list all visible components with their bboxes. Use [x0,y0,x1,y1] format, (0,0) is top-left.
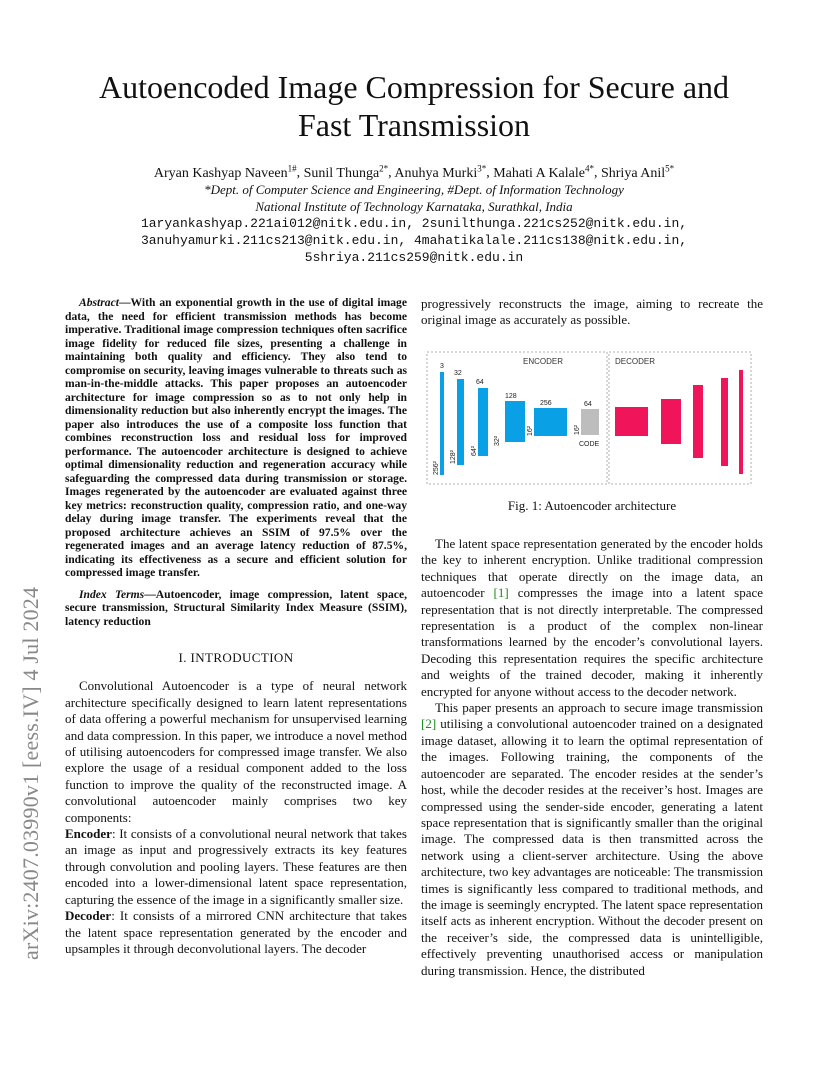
autoencoder-figure [421,348,763,488]
encoder-label: ENCODER [523,357,564,366]
encoder-channel-label: 128 [505,393,517,400]
email-line-1: 1aryankashyap.221ai012@nitk.edu.in, 2sunilthunga.221cs252@nitk.edu.in, [140,216,688,231]
encoder-size-label: 32² [494,435,501,446]
affiliation-line-1: *Dept. of Computer Science and Engineering, #Dept. of Information Technology [204,182,624,197]
intro-paragraph-1: Convolutional Autoencoder is a type of neural network architecture specifically designed to learn latent representations of data offering a powerful mechanism for unsupervised learning and data compression. In this paper, we introduce a novel method of utilising autoencoders for compressed image transfer. We also explore the usage of a residual component added to the loss function to improve the quality of the reconstructed image. A convolutional autoencoder mainly comprises two key components: [65,678,407,825]
encoder-layer-bar [534,408,567,436]
affiliation-line-2: National Institute of Technology Karnataka, Surathkal, India [255,199,573,214]
email-line-2: 3anuhyamurki.211cs213@nitk.edu.in, 4mahatikalale.211cs138@nitk.edu.in, [140,233,688,248]
encoder-channel-label: 64 [476,379,484,386]
paper-title [60,68,768,144]
author: Sunil Thunga$^{2*}$ [303,163,389,181]
encoder-layer-bar [457,379,464,465]
right-column-body [421,536,763,979]
figure-caption: Fig. 1: Autoencoder architecture [507,498,677,513]
index-terms-text: —Autoencoder, image compression, latent space, secure transmission, Structural Similarity Index Measure (SSIM), latency reduction [65,587,407,628]
right-column-top [421,296,763,329]
index-terms [65,588,407,629]
author: Mahati A Kalale$^{4*}$ [493,163,594,181]
code-layer-bar [581,409,599,435]
encoder-size-label: 64² [471,445,478,456]
code-size-label: 16² [574,424,581,435]
decoder-layer-bar [693,385,703,458]
decoder-term: Decoder [65,908,112,924]
encoder-size-label: 16² [527,425,534,436]
index-terms-label: Index Terms [79,587,145,601]
right-paragraph-0: progressively reconstructs the image, aiming to recreate the original image as accurately as possible. [421,296,763,328]
encoder-size-label: 128² [450,449,457,464]
decoder-layer-bar [615,407,648,436]
abstract-label: Abstract [79,296,119,309]
encoder-layer-bar [478,388,488,456]
author: Aryan Kashyap Naveen$^{1\#}$ [153,163,297,181]
code-label: CODE [579,441,600,448]
encoder-channel-label: 3 [440,363,444,370]
encoder-size-label: 256² [433,460,440,475]
author-list: Aryan Kashyap Naveen$^{1\#}$, Sunil Thunga$^{2*}$, Anuhya Murki$^{3*}$, Mahati A Kalale$^{4*}$, Shriya Anil$^{5*}$ [153,163,675,181]
citation-link[interactable]: [2] [421,716,437,732]
citation-link[interactable]: [1] [493,585,509,601]
encoder-channel-label: 32 [454,370,462,377]
email-line-3: 5shriya.211cs259@nitk.edu.in [304,250,524,265]
right-paragraph-1: The latent space representation generated by the encoder holds the key to inherent encryption. Unlike traditional compression techniques that operate directly on the image data, an autoencoder [1] compresses the image into a latent space representation that is not directly interpretable. The compressed representation is a product of the complex non-linear transformations learned by the encoder’s convolutional layers. Decoding this representation requires the specific architecture and weights of the trained decoder, making it inherently encrypted for anyone without access to the decoder network. [421,536,764,699]
autoencoder-diagram [421,348,763,488]
code-channel-label: 64 [584,401,592,408]
title-line-1: Autoencoded Image Compression for Secure and [98,69,730,105]
title-line-2: Fast Transmission [297,107,531,143]
section-heading-introduction: I. INTRODUCTION [178,650,294,665]
encoder-term: Encoder [65,826,112,842]
abstract-text: —With an exponential growth in the use of digital image data, the need for efficient transmission methods has become imperative. Traditional image compression techniques often sacrifice image fidelity for reduced file sizes, presenting a challenge in maintaining both quality and efficiency. They also tend to compromise on security, leaving images vulnerable to threats such as man-in-the-middle attacks. This paper proposes an autoencoder architecture for image compression so as to not only help in dimensionality reduction but also inherently encrypt the images. The paper also introduces the use of a composite loss function that combines reconstruction loss and residual loss for improved performance. The autoencoder architecture is designed to achieve optimal dimensionality reduction and regeneration accuracy while safeguarding the compressed data during transmission or storage. Images regenerated by the autoencoder are evaluated against three key metrics: reconstruction quality, compression ratio, and one-way delay during image transfer. The experiments reveal that the proposed architecture achieves an SSIM of 97.5% over the regenerated images and an average latency reduction of 87.5%, indicating its effectiveness as a secure and efficient solution for compressed image transfer. [65,296,407,579]
left-column [65,296,407,957]
encoder-layer-bar [440,372,444,475]
encoder-paragraph: Encoder: It consists of a convolutional neural network that takes an image as input and progressively extracts its key features through convolution and pooling layers. These features are then encoded into a lower-dimensional latent space representation, capturing the essence of the image in a significantly smaller size. [65,826,407,907]
author: Shriya Anil$^{5*}$ [600,163,675,181]
decoder-layer-bar [661,399,681,444]
decoder-label: DECODER [615,357,656,366]
encoder-channel-label: 256 [540,400,552,407]
arxiv-stamp: arXiv:2407.03990v1 [eess.IV] 4 Jul 2024 [18,586,43,960]
encoder-layer-bar [505,401,525,442]
decoder-layer-bar [739,370,743,474]
abstract [65,296,407,580]
right-paragraph-2: This paper presents an approach to secure image transmission [2] utilising a convolutional autoencoder trained on a designated image dataset, allowing it to learn the optimal representation of the images. Following training, the components of the autoencoder are separated. The encoder resides at the sender’s host, while the decoder resides at the receiver’s host. Images are compressed using the sender-side encoder, generating a latent space representation that is significantly smaller than the original image. The compressed data is then transmitted across the network using a client-server architecture. Using the above architecture, two key advantages are noticeable: The transmission times is significantly less compared to traditional methods, and the image is seemingly encrypted. The latent space representation itself acts as inherent encryption. Without the decoder present on the receiver’s side, the compressed data is unintelligible, effectively preventing unauthorised access or manipulation during transmission. Hence, the distributed [421,700,763,978]
decoder-paragraph: Decoder: It consists of a mirrored CNN architecture that takes the latent space representation generated by the encoder and upsamples it through deconvolutional layers. The decoder [65,908,407,956]
author: Anuhya Murki$^{3*}$ [394,163,487,181]
decoder-layer-bar [721,378,728,466]
